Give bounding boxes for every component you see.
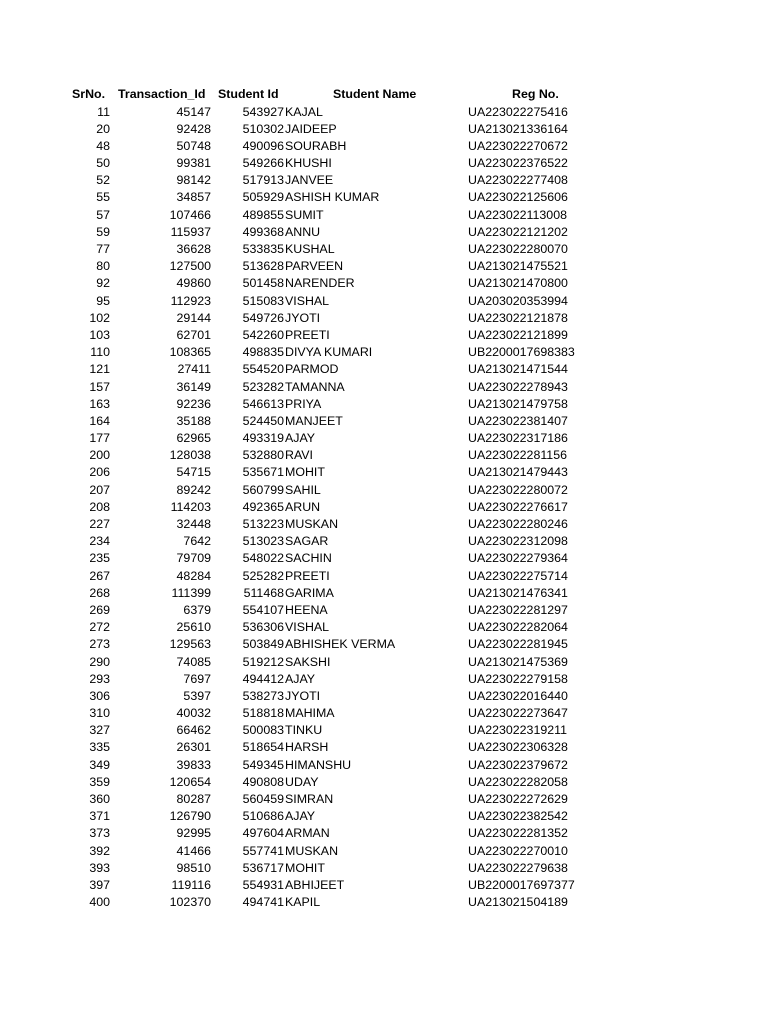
reg-no-cell: UA223022281945 [468,637,568,652]
header-transaction-id: Transaction_Id [118,87,206,101]
transaction-id-cell: 66462 [176,723,211,738]
student-name-cell: TAMANNA [285,379,345,394]
reg-no-cell: UA223022277408 [468,173,568,188]
table-row [0,516,768,533]
table-header-row [0,86,768,104]
reg-no-cell: UA223022280070 [468,242,568,256]
student-id-cell: 510302 [242,121,284,136]
student-id-cell: 560459 [242,792,284,806]
student-id-cell: 554931 [242,877,284,892]
transaction-id-cell: 62965 [176,431,211,446]
student-name-cell: SAKSHI [285,654,331,669]
table-row [0,413,768,430]
transaction-id-cell: 111399 [171,585,211,600]
reg-no-cell: UA213021504189 [468,895,568,910]
table-row [0,636,768,653]
table-row [0,688,768,705]
student-id-cell: 515083 [242,293,284,308]
reg-no-cell: UA223022272629 [468,792,568,806]
student-id-cell: 523282 [242,379,284,394]
table-row [0,275,768,292]
srno-cell: 50 [96,156,110,171]
student-id-cell: 497604 [242,826,284,841]
srno-cell: 206 [89,465,110,480]
srno-cell: 293 [89,671,110,686]
table-row [0,189,768,206]
reg-no-cell: UA213021475521 [468,259,568,274]
table-row [0,379,768,396]
table-row [0,722,768,739]
reg-no-cell: UA223022279158 [468,671,568,686]
student-id-cell: 536306 [242,620,284,635]
srno-cell: 290 [89,654,110,669]
student-id-cell: 549726 [242,310,284,325]
srno-cell: 397 [89,877,110,892]
student-id-cell: 499368 [242,224,284,239]
student-id-cell: 494412 [242,671,284,686]
srno-cell: 11 [97,104,110,119]
table-row [0,654,768,671]
reg-no-cell: UA223022276617 [468,499,568,514]
table-row [0,430,768,447]
srno-cell: 48 [96,138,110,153]
student-name-cell: MANJEET [285,413,343,428]
student-name-cell: MOHIT [285,860,325,875]
reg-no-cell: UA213021336164 [468,121,568,136]
reg-no-cell: UA223022125606 [468,190,568,205]
student-name-cell: MUSKAN [285,517,339,531]
student-name-cell: MAHIMA [285,706,335,721]
student-name-cell: ABHIJEET [285,877,345,892]
reg-no-cell: UA223022121202 [468,224,568,239]
header-reg-no: Reg No. [512,87,559,101]
student-id-cell: 557741 [242,843,284,858]
student-id-cell: 498835 [242,345,284,360]
student-name-cell: KUSHAL [285,242,335,256]
student-id-cell: 548022 [242,551,284,566]
student-name-cell: ANNU [285,224,321,239]
student-name-cell: ASHISH KUMAR [285,190,380,205]
reg-no-cell: UA223022379672 [468,757,568,772]
reg-no-cell: UB2200017698383 [468,345,575,360]
table-row [0,155,768,172]
transaction-id-cell: 26301 [176,740,211,755]
reg-no-cell: UA223022282064 [468,620,568,635]
reg-no-cell: UA223022319211 [468,723,567,738]
srno-cell: 371 [89,809,110,824]
reg-no-cell: UA223022281156 [468,448,567,463]
reg-no-cell: UA213021479443 [468,465,568,480]
student-id-cell: 538273 [242,688,284,703]
table-row [0,104,768,121]
srno-cell: 77 [96,242,110,256]
student-id-cell: 524450 [242,413,284,428]
reg-no-cell: UA223022016440 [468,688,568,703]
student-name-cell: GARIMA [285,585,334,600]
srno-cell: 102 [89,310,110,325]
student-id-cell: 500083 [242,723,284,738]
table-body [0,104,768,912]
transaction-id-cell: 112923 [170,293,211,308]
student-id-cell: 513628 [242,259,284,274]
table-row [0,739,768,756]
student-id-cell: 517913 [242,173,284,188]
student-name-cell: VISHAL [285,620,330,635]
transaction-id-cell: 115937 [170,224,211,239]
student-name-cell: TINKU [285,723,323,738]
student-id-cell: 492365 [242,499,284,514]
transaction-id-cell: 36149 [176,379,211,394]
table-row [0,671,768,688]
srno-cell: 234 [89,534,110,549]
table-row [0,327,768,344]
srno-cell: 52 [96,173,110,188]
transaction-id-cell: 39833 [176,757,211,772]
reg-no-cell: UA223022275714 [468,568,568,583]
student-name-cell: JAIDEEP [285,121,337,136]
reg-no-cell: UA223022281297 [468,602,568,617]
reg-no-cell: UA213021479758 [468,396,568,411]
student-name-cell: PREETI [285,568,330,583]
transaction-id-cell: 50748 [176,138,211,153]
transaction-id-cell: 54715 [176,465,211,480]
student-transaction-table [0,86,768,911]
table-row [0,705,768,722]
transaction-id-cell: 98142 [176,173,211,188]
table-row [0,172,768,189]
student-name-cell: MOHIT [285,465,325,480]
student-id-cell: 518818 [242,706,284,721]
student-id-cell: 554520 [242,362,284,377]
reg-no-cell: UA223022121878 [468,310,568,325]
transaction-id-cell: 40032 [176,706,211,721]
table-row [0,310,768,327]
table-row [0,877,768,894]
student-id-cell: 549345 [242,757,284,772]
srno-cell: 310 [89,706,110,721]
reg-no-cell: UA213021470800 [468,276,568,291]
student-name-cell: PREETI [285,327,330,342]
transaction-id-cell: 89242 [176,482,211,497]
reg-no-cell: UA203020353994 [468,293,568,308]
transaction-id-cell: 107466 [169,207,211,222]
table-row [0,361,768,378]
transaction-id-cell: 127500 [169,259,211,274]
srno-cell: 208 [89,499,110,514]
table-row [0,757,768,774]
transaction-id-cell: 48284 [176,568,211,583]
srno-cell: 177 [89,431,110,446]
student-id-cell: 535671 [242,465,284,480]
student-name-cell: VISHAL [285,293,330,308]
student-name-cell: SAHIL [285,482,321,497]
student-name-cell: SACHIN [285,551,332,566]
reg-no-cell: UA223022273647 [468,706,568,721]
table-row [0,550,768,567]
transaction-id-cell: 126790 [169,809,211,824]
srno-cell: 110 [90,345,110,360]
student-name-cell: SIMRAN [285,792,334,806]
student-id-cell: 494741 [242,895,284,910]
student-id-cell: 536717 [242,860,284,875]
srno-cell: 359 [89,774,110,789]
table-row [0,207,768,224]
table-row [0,138,768,155]
student-name-cell: ABHISHEK VERMA [285,637,396,652]
srno-cell: 163 [89,396,110,411]
srno-cell: 55 [96,190,110,205]
transaction-id-cell: 99381 [176,156,211,171]
student-name-cell: JYOTI [285,688,321,703]
reg-no-cell: UA223022279364 [468,551,568,566]
student-id-cell: 549266 [242,156,284,171]
student-name-cell: HARSH [285,740,329,755]
student-id-cell: 542260 [242,327,284,342]
student-name-cell: KAJAL [285,104,323,119]
reg-no-cell: UA223022279638 [468,860,568,875]
transaction-id-cell: 34857 [176,190,211,205]
transaction-id-cell: 114203 [170,499,211,514]
srno-cell: 267 [89,568,110,583]
student-id-cell: 554107 [242,602,284,617]
transaction-id-cell: 119116 [171,877,211,892]
srno-cell: 306 [89,688,110,703]
srno-cell: 268 [89,585,110,600]
student-name-cell: AJAY [285,809,316,824]
student-id-cell: 510686 [242,809,284,824]
srno-cell: 103 [89,327,110,342]
student-id-cell: 518654 [242,740,284,755]
student-name-cell: SOURABH [285,138,347,153]
transaction-id-cell: 128038 [169,448,211,463]
reg-no-cell: UA213021476341 [468,585,568,600]
reg-no-cell: UA223022275416 [468,104,568,119]
student-name-cell: KAPIL [285,895,321,910]
student-name-cell: SAGAR [285,534,329,549]
header-srno: SrNo. [72,87,106,101]
srno-cell: 57 [96,207,110,222]
table-row [0,619,768,636]
student-name-cell: PARMOD [285,362,339,377]
student-id-cell: 490096 [242,138,284,153]
student-id-cell: 501458 [242,276,284,291]
transaction-id-cell: 102370 [169,895,211,910]
srno-cell: 59 [96,224,110,239]
srno-cell: 349 [89,757,110,772]
student-id-cell: 533835 [242,242,284,256]
student-id-cell: 546613 [242,396,284,411]
student-name-cell: KHUSHI [285,156,332,171]
table-row [0,585,768,602]
srno-cell: 200 [89,448,110,463]
reg-no-cell: UA213021471544 [468,362,568,377]
reg-no-cell: UA213021475369 [468,654,568,669]
srno-cell: 272 [89,620,110,635]
reg-no-cell: UA223022281352 [468,826,568,841]
transaction-id-cell: 129563 [169,637,211,652]
transaction-id-cell: 92236 [176,396,211,411]
reg-no-cell: UA223022113008 [468,207,567,222]
student-name-cell: NARENDER [285,276,355,291]
transaction-id-cell: 32448 [176,517,211,531]
srno-cell: 92 [96,276,110,291]
reg-no-cell: UA223022280246 [468,517,568,531]
reg-no-cell: UA223022278943 [468,379,568,394]
srno-cell: 392 [89,843,110,858]
transaction-id-cell: 49860 [176,276,211,291]
reg-no-cell: UA223022270010 [468,843,568,858]
student-id-cell: 489855 [242,207,284,222]
reg-no-cell: UB2200017697377 [468,877,575,892]
transaction-id-cell: 120654 [169,774,211,789]
transaction-id-cell: 7642 [183,534,211,549]
table-row [0,447,768,464]
srno-cell: 327 [89,723,110,738]
student-name-cell: HIMANSHU [285,757,352,772]
student-id-cell: 513023 [242,534,284,549]
table-row [0,843,768,860]
student-id-cell: 503849 [242,637,284,652]
table-row [0,499,768,516]
transaction-id-cell: 108365 [169,345,211,360]
table-row [0,464,768,481]
srno-cell: 335 [89,740,110,755]
table-row [0,344,768,361]
transaction-id-cell: 6379 [183,602,211,617]
student-name-cell: UDAY [285,774,319,789]
table-row [0,293,768,310]
reg-no-cell: UA223022306328 [468,740,568,755]
transaction-id-cell: 80287 [176,792,211,806]
table-row [0,258,768,275]
srno-cell: 157 [89,379,110,394]
table-row [0,602,768,619]
srno-cell: 164 [89,413,110,428]
student-name-cell: PRIYA [285,396,322,411]
srno-cell: 393 [89,860,110,875]
student-name-cell: SUMIT [285,207,324,222]
transaction-id-cell: 74085 [176,654,211,669]
table-row [0,825,768,842]
table-row [0,241,768,258]
table-row [0,791,768,808]
student-name-cell: ARMAN [285,826,330,841]
srno-cell: 20 [96,121,110,136]
table-row [0,121,768,138]
transaction-id-cell: 45147 [176,104,211,119]
srno-cell: 235 [89,551,110,566]
table-row [0,533,768,550]
student-name-cell: JANVEE [285,173,334,188]
transaction-id-cell: 25610 [176,620,211,635]
student-name-cell: RAVI [285,448,313,463]
transaction-id-cell: 79709 [176,551,211,566]
table-row [0,808,768,825]
transaction-id-cell: 5397 [183,688,211,703]
table-row [0,860,768,877]
student-id-cell: 519212 [242,654,284,669]
student-id-cell: 511468 [243,585,284,600]
reg-no-cell: UA223022312098 [468,534,568,549]
student-id-cell: 525282 [242,568,284,583]
transaction-id-cell: 29144 [176,310,211,325]
student-id-cell: 543927 [242,104,284,119]
srno-cell: 373 [89,826,110,841]
transaction-id-cell: 41466 [176,843,211,858]
student-id-cell: 560799 [242,482,284,497]
transaction-id-cell: 98510 [176,860,211,875]
student-name-cell: AJAY [285,431,316,446]
reg-no-cell: UA223022376522 [468,156,568,171]
student-name-cell: JYOTI [285,310,321,325]
transaction-id-cell: 35188 [176,413,211,428]
reg-no-cell: UA223022270672 [468,138,568,153]
student-name-cell: HEENA [285,602,328,617]
srno-cell: 360 [89,792,110,806]
header-student-name: Student Name [333,87,417,101]
srno-cell: 121 [89,362,110,377]
transaction-id-cell: 92428 [176,121,211,136]
transaction-id-cell: 27411 [177,362,211,377]
srno-cell: 207 [89,482,110,497]
student-id-cell: 532880 [242,448,284,463]
srno-cell: 400 [89,895,110,910]
table-row [0,224,768,241]
srno-cell: 269 [89,602,110,617]
student-name-cell: DIVYA KUMARI [285,345,373,360]
reg-no-cell: UA223022121899 [468,327,568,342]
table-row [0,774,768,791]
srno-cell: 227 [89,517,110,531]
student-id-cell: 505929 [242,190,284,205]
srno-cell: 273 [89,637,110,652]
table-row [0,482,768,499]
reg-no-cell: UA223022317186 [468,431,568,446]
table-row [0,396,768,413]
student-name-cell: MUSKAN [285,843,339,858]
reg-no-cell: UA223022382542 [468,809,568,824]
srno-cell: 80 [96,259,110,274]
student-id-cell: 513223 [242,517,284,531]
table-row [0,894,768,911]
header-student-id: Student Id [218,87,279,101]
reg-no-cell: UA223022282058 [468,774,568,789]
transaction-id-cell: 92995 [176,826,211,841]
reg-no-cell: UA223022381407 [468,413,568,428]
student-id-cell: 490808 [242,774,284,789]
reg-no-cell: UA223022280072 [468,482,568,497]
student-id-cell: 493319 [242,431,284,446]
transaction-id-cell: 36628 [176,242,211,256]
transaction-id-cell: 7697 [183,671,211,686]
student-name-cell: ARUN [285,499,321,514]
student-name-cell: PARVEEN [285,259,344,274]
srno-cell: 95 [96,293,110,308]
transaction-id-cell: 62701 [176,327,211,342]
table-row [0,568,768,585]
student-name-cell: AJAY [285,671,316,686]
